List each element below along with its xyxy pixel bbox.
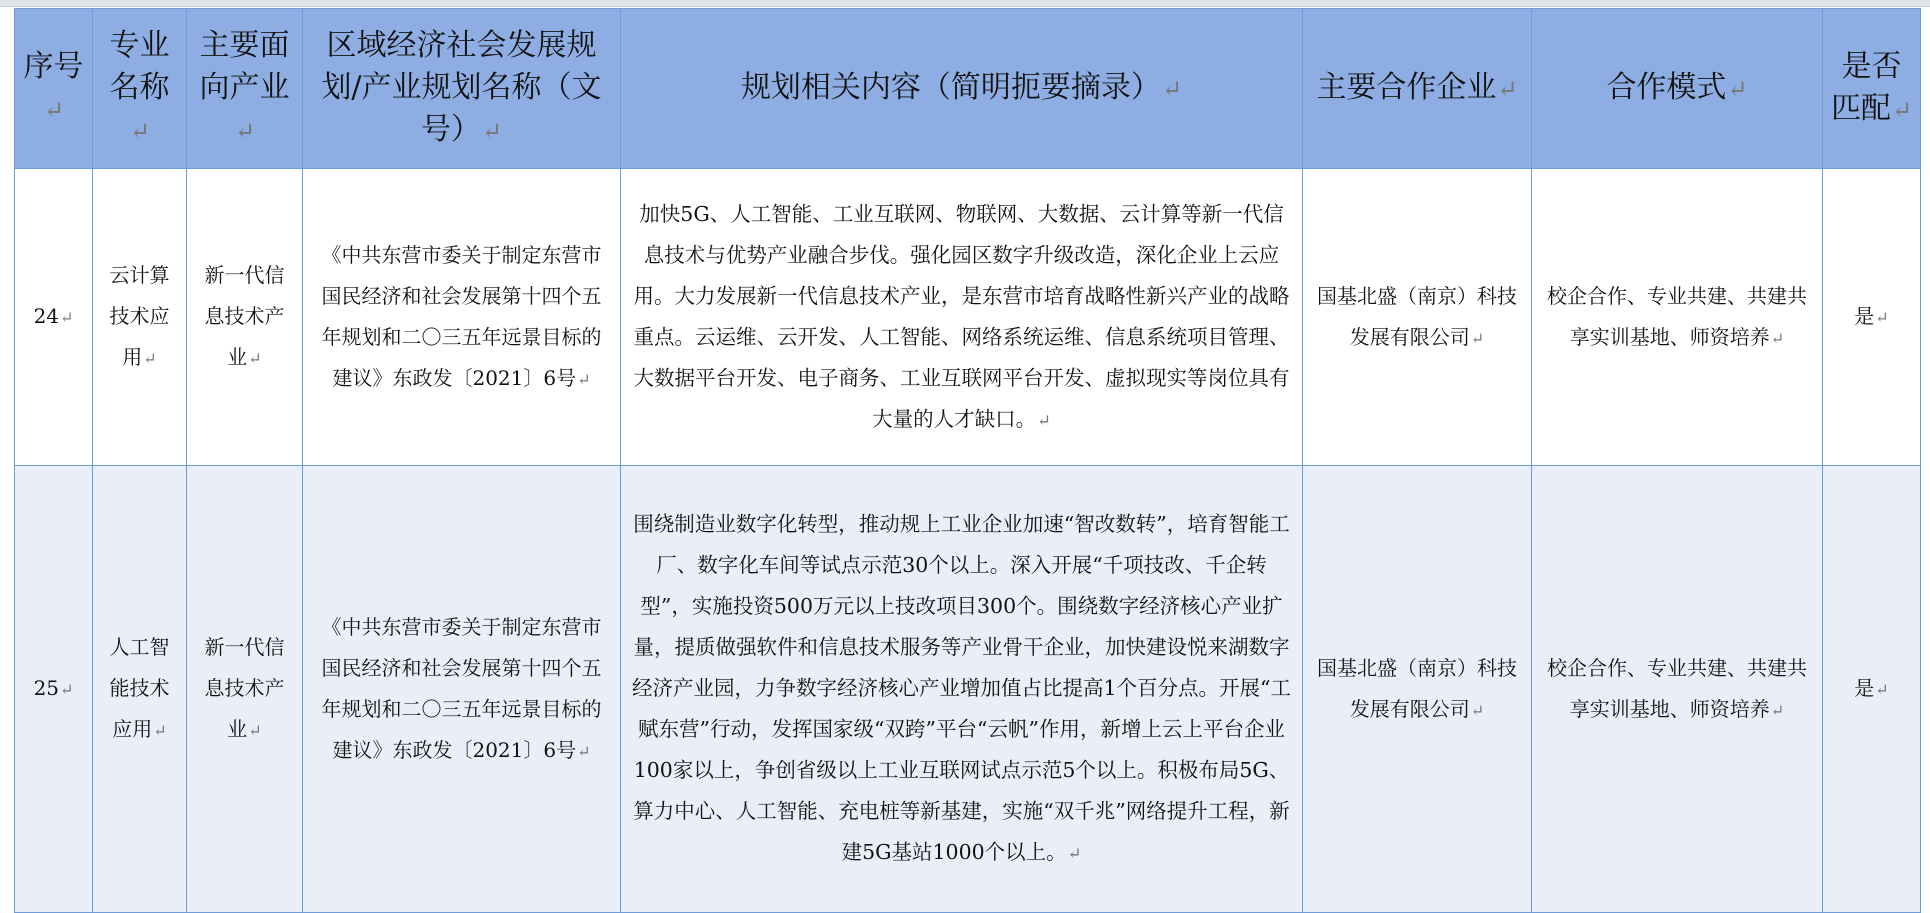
cell-industry: 新一代信息技术产业↵ [187, 466, 303, 913]
cell-major: 云计算技术应用↵ [93, 169, 187, 466]
header-plan: 区域经济社会发展规划/产业规划名称（文号）↵ [303, 9, 621, 169]
header-major: 专业名称↵ [93, 9, 187, 169]
header-seq: 序号↵ [15, 9, 93, 169]
cell-content: 加快5G、人工智能、工业互联网、物联网、大数据、云计算等新一代信息技术与优势产业融合步伐。强化园区数字升级改造，深化企业上云应用。大力发展新一代信息技术产业，是东营市培育战略性新兴产业的战略重点。云运维、云开发、人工智能、网络系统运维、信息系统项目管理、大数据平台开发、电子商务、工业互联网平台开发、虚拟现实等岗位具有大量的人才缺口。↵ [621, 169, 1303, 466]
cell-partner: 国基北盛（南京）科技发展有限公司↵ [1303, 169, 1532, 466]
cell-seq: 25↵ [15, 466, 93, 913]
header-content: 规划相关内容（简明扼要摘录）↵ [621, 9, 1303, 169]
header-industry: 主要面向产业↵ [187, 9, 303, 169]
cell-mode: 校企合作、专业共建、共建共享实训基地、师资培养↵ [1532, 466, 1823, 913]
header-mode: 合作模式↵ [1532, 9, 1823, 169]
cell-plan: 《中共东营市委关于制定东营市国民经济和社会发展第十四个五年规划和二〇三五年远景目标的建议》东政发〔2021〕6号↵ [303, 466, 621, 913]
cell-plan: 《中共东营市委关于制定东营市国民经济和社会发展第十四个五年规划和二〇三五年远景目标的建议》东政发〔2021〕6号↵ [303, 169, 621, 466]
header-match: 是否匹配↵ [1823, 9, 1921, 169]
header-row [15, 9, 1921, 169]
top-border [0, 0, 1930, 7]
planning-table [14, 8, 1921, 913]
cell-match: 是↵ [1823, 466, 1921, 913]
cell-mode: 校企合作、专业共建、共建共享实训基地、师资培养↵ [1532, 169, 1823, 466]
cell-major: 人工智能技术应用↵ [93, 466, 187, 913]
table-row [15, 169, 1921, 466]
cell-partner: 国基北盛（南京）科技发展有限公司↵ [1303, 466, 1532, 913]
cell-seq: 24↵ [15, 169, 93, 466]
cell-industry: 新一代信息技术产业↵ [187, 169, 303, 466]
cell-match: 是↵ [1823, 169, 1921, 466]
header-partner: 主要合作企业↵ [1303, 9, 1532, 169]
table-row [15, 466, 1921, 913]
cell-content: 围绕制造业数字化转型，推动规上工业企业加速“智改数转”，培育智能工厂、数字化车间等试点示范30个以上。深入开展“千项技改、千企转型”，实施投资500万元以上技改项目300个。围绕数字经济核心产业扩量，提质做强软件和信息技术服务等产业骨干企业，加快建设悦来湖数字经济产业园，力争数字经济核心产业增加值占比提高1个百分点。开展“工赋东营”行动，发挥国家级“双跨”平台“云帆”作用，新增上云上平台企业100家以上，争创省级以上工业互联网试点示范5个以上。积极布局5G、算力中心、人工智能、充电桩等新基建，实施“双千兆”网络提升工程，新建5G基站1000个以上。↵ [621, 466, 1303, 913]
